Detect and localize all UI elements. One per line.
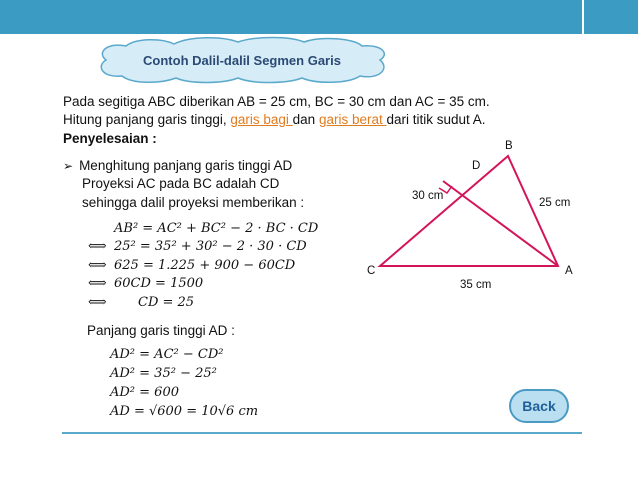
solution-heading: Penyelesaian :: [63, 131, 157, 146]
iff-symbol: ⟺: [88, 276, 107, 291]
intro-text-b: dan: [292, 112, 319, 127]
ad-label: Panjang garis tinggi AD :: [87, 323, 235, 338]
projection-steps: [88, 238, 307, 312]
step-text: CD = 25: [138, 294, 195, 310]
step-row: [88, 275, 307, 294]
vertex-b-label: B: [505, 140, 513, 152]
ad-step: AD² = 600: [110, 385, 179, 400]
projection-description: [82, 175, 372, 212]
step-text: 60CD = 1500: [114, 276, 204, 291]
step-row: [88, 238, 307, 257]
desc-line-2: sehingga dalil proyeksi memberikan :: [82, 194, 305, 210]
step-text: 25² = 35² + 30² − 2 · 30 · CD: [114, 239, 307, 254]
problem-statement: [63, 93, 583, 129]
bullet-item: [63, 157, 363, 175]
projection-formula: AB² = AC² + BC² − 2 · BC · CD: [114, 221, 319, 236]
triangle-abc: [380, 156, 558, 266]
iff-symbol: ⟺: [88, 257, 107, 273]
step-row: [88, 257, 307, 276]
garis-bagi-link[interactable]: garis bagi: [230, 112, 293, 127]
altitude-ad: [443, 181, 558, 266]
side-ab-label: 25 cm: [539, 197, 571, 209]
header-bar-corner: [584, 0, 638, 34]
vertex-c-label: C: [367, 265, 376, 277]
ad-step: AD² = AC² − CD²: [110, 347, 224, 362]
step-text: 625 = 1.225 + 900 − 60CD: [114, 257, 296, 273]
bottom-divider: [62, 432, 582, 434]
page-title: Contoh Dalil-dalil Segmen Garis: [143, 52, 341, 68]
side-ac-label: 35 cm: [460, 279, 492, 291]
intro-line-1: Pada segitiga ABC diberikan AB = 25 cm, BC = 30 cm dan AC = 35 cm.: [63, 94, 490, 109]
intro-text-a: Hitung panjang garis tinggi,: [63, 112, 231, 127]
intro-text-c: dari titik sudut A.: [386, 112, 486, 127]
garis-berat-link[interactable]: garis berat: [318, 112, 387, 127]
ad-step: AD² = 35² − 25²: [110, 366, 217, 381]
step-row: [88, 294, 307, 313]
side-bc-label: 30 cm: [412, 190, 444, 202]
triangle-diagram: [360, 136, 590, 296]
ad-step: AD = √600 = 10√6 cm: [110, 404, 259, 419]
title-cloud: [92, 36, 392, 84]
vertex-a-label: A: [565, 265, 573, 277]
header-bar: [0, 0, 582, 34]
desc-line-1: Proyeksi AC pada BC adalah CD: [82, 176, 280, 191]
iff-symbol: ⟺: [88, 239, 107, 254]
intro-line-2: [63, 111, 583, 129]
ad-steps: [110, 346, 258, 422]
iff-symbol: ⟺: [88, 294, 107, 310]
bullet-text: Menghitung panjang garis tinggi AD: [79, 158, 293, 173]
back-button[interactable]: Back: [509, 389, 569, 423]
arrow-bullet-icon: ➢: [63, 159, 74, 173]
vertex-d-label: D: [472, 160, 481, 172]
